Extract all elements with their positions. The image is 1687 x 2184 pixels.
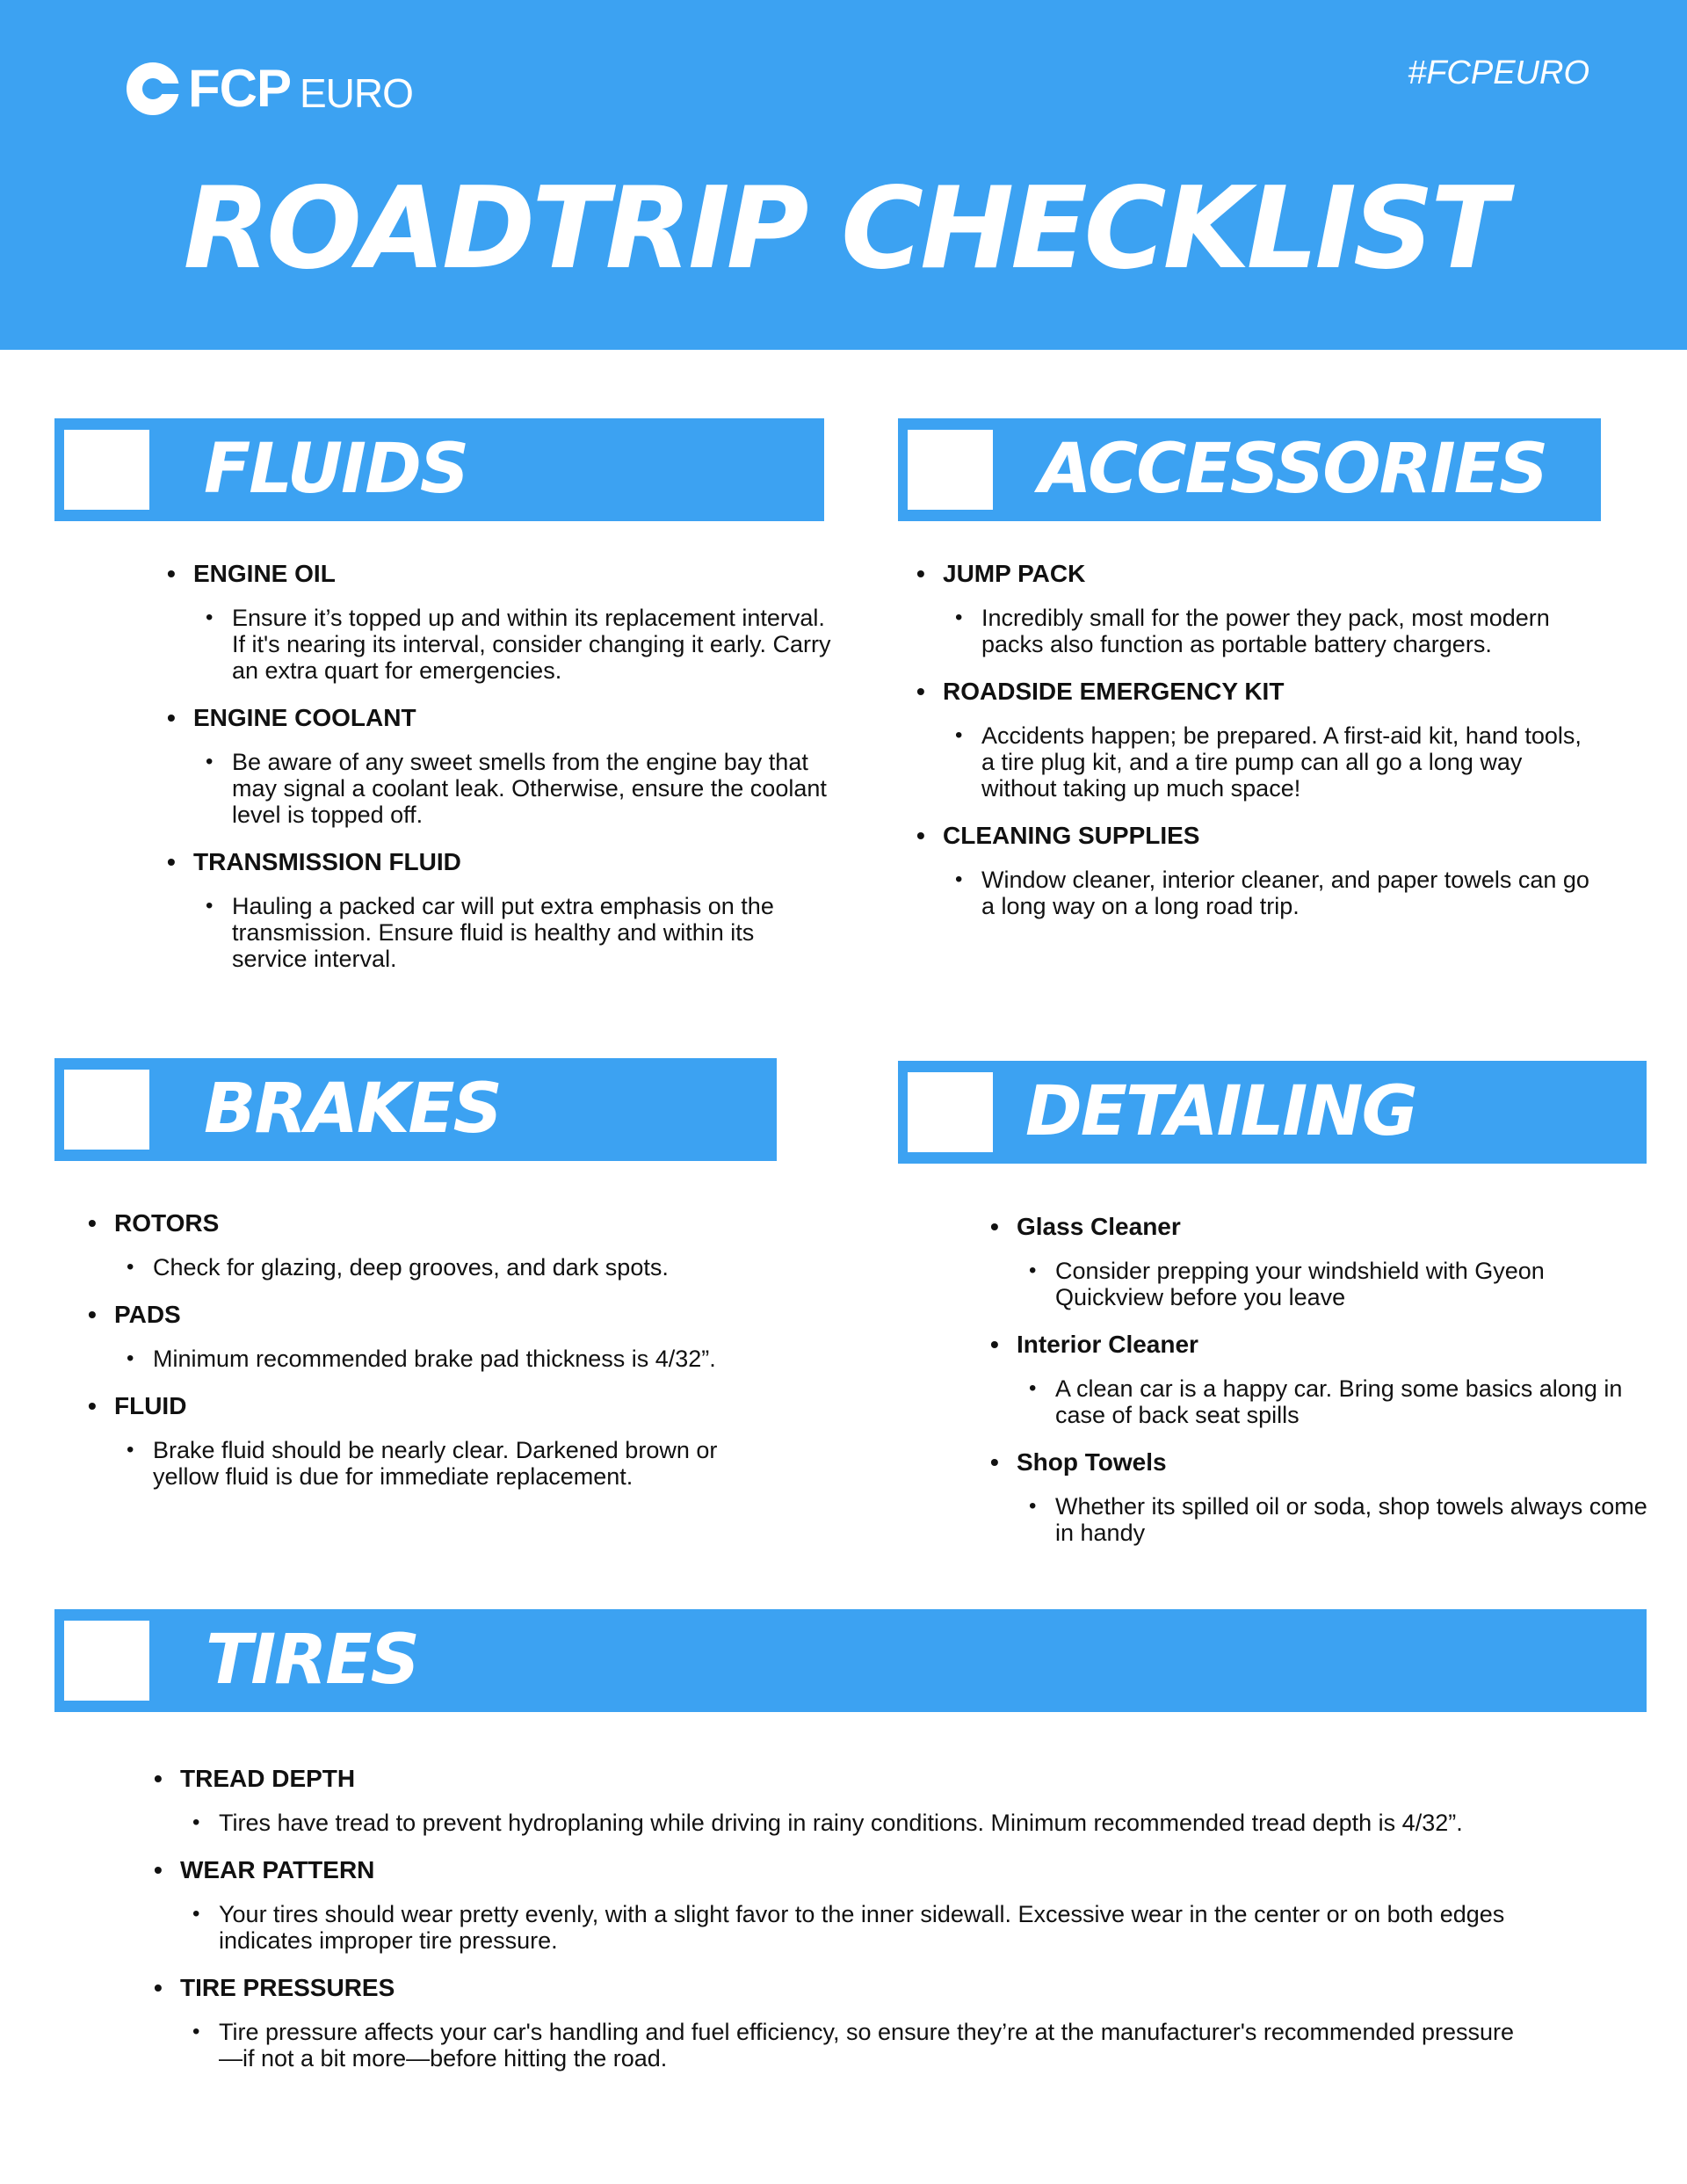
fcp-euro-logo <box>125 58 413 120</box>
list-item-heading: • ROTORS <box>88 1208 738 1238</box>
fluids-banner <box>54 418 824 521</box>
accessories-list <box>916 559 1593 939</box>
list-item-heading: • TIRE PRESSURES <box>154 1973 1524 2003</box>
brakes-banner <box>54 1058 777 1161</box>
detailing-banner <box>898 1061 1647 1164</box>
page-title: ROADTRIP CHECKLIST <box>183 163 1504 294</box>
detailing-list <box>990 1212 1658 1565</box>
hashtag-text: #FCPEURO <box>1408 54 1589 91</box>
list-item-detail: • Your tires should wear pretty evenly, with a slight favor to the inner sidewall. Excessive wear in the center or on both edges indicates improper tire pressure. <box>154 1901 1524 1954</box>
list-item-detail: • Check for glazing, deep grooves, and dark spots. <box>88 1254 738 1281</box>
brakes-checkbox[interactable] <box>64 1070 149 1150</box>
list-item-detail: • Whether its spilled oil or soda, shop towels always come in handy <box>990 1493 1658 1546</box>
list-item-detail: • Tires have tread to prevent hydroplaning while driving in rainy conditions. Minimum recommended tread depth is 4/32”. <box>154 1810 1524 1836</box>
fcp-logo-icon <box>125 61 181 117</box>
accessories-banner <box>898 418 1601 521</box>
detailing-title: DETAILING <box>1025 1072 1416 1151</box>
list-item-heading: • FLUID <box>88 1391 738 1421</box>
list-item-detail: • Hauling a packed car will put extra emphasis on the transmission. Ensure fluid is healthy and within its service interval. <box>167 893 835 972</box>
tires-banner <box>54 1609 1647 1712</box>
list-item-heading: • CLEANING SUPPLIES <box>916 821 1593 851</box>
list-item-detail: • Minimum recommended brake pad thickness is 4/32”. <box>88 1346 738 1372</box>
list-item-detail: • Incredibly small for the power they pack, most modern packs also function as portable battery chargers. <box>916 605 1593 657</box>
list-item-heading: • Shop Towels <box>990 1448 1658 1477</box>
header-banner <box>0 0 1687 350</box>
tires-title: TIRES <box>206 1621 418 1700</box>
accessories-title: ACCESSORIES <box>1039 430 1547 509</box>
list-item-heading: • Interior Cleaner <box>990 1330 1658 1360</box>
logo-sub-text: EURO <box>300 70 413 116</box>
list-item-heading: • ENGINE OIL <box>167 559 835 589</box>
brakes-list <box>88 1208 738 1509</box>
list-item-detail: • A clean car is a happy car. Bring some basics along in case of back seat spills <box>990 1375 1658 1428</box>
logo-brand-text: FCP <box>188 59 291 118</box>
list-item-detail: • Window cleaner, interior cleaner, and paper towels can go a long way on a long road trip. <box>916 867 1593 919</box>
list-item-heading: • JUMP PACK <box>916 559 1593 589</box>
list-item-detail: • Tire pressure affects your car's handling and fuel efficiency, so ensure they’re at the manufacturer's recommended pressure—if not a bit more—before hitting the road. <box>154 2019 1524 2072</box>
list-item-heading: • WEAR PATTERN <box>154 1855 1524 1885</box>
detailing-checkbox[interactable] <box>908 1072 993 1152</box>
tires-list <box>154 1764 1524 2091</box>
accessories-checkbox[interactable] <box>908 430 993 510</box>
list-item-heading: • TRANSMISSION FLUID <box>167 847 835 877</box>
fluids-checkbox[interactable] <box>64 430 149 510</box>
list-item-detail: • Accidents happen; be prepared. A first-aid kit, hand tools, a tire plug kit, and a tire pump can all go a long way without taking up much space! <box>916 722 1593 802</box>
list-item-heading: • Glass Cleaner <box>990 1212 1658 1242</box>
list-item-detail: • Consider prepping your windshield with Gyeon Quickview before you leave <box>990 1258 1658 1310</box>
list-item-detail: • Be aware of any sweet smells from the engine bay that may signal a coolant leak. Otherwise, ensure the coolant level is topped off. <box>167 749 835 828</box>
list-item-heading: • PADS <box>88 1300 738 1330</box>
list-item-heading: • TREAD DEPTH <box>154 1764 1524 1794</box>
fluids-title: FLUIDS <box>204 430 467 509</box>
brakes-title: BRAKES <box>204 1070 501 1149</box>
list-item-heading: • ROADSIDE EMERGENCY KIT <box>916 677 1593 707</box>
list-item-detail: • Brake fluid should be nearly clear. Darkened brown or yellow fluid is due for immediate replacement. <box>88 1437 738 1490</box>
list-item-heading: • ENGINE COOLANT <box>167 703 835 733</box>
list-item-detail: • Ensure it’s topped up and within its replacement interval. If it's nearing its interval, consider changing it early. Carry an extra quart for emergencies. <box>167 605 835 684</box>
tires-checkbox[interactable] <box>64 1621 149 1701</box>
fluids-list <box>167 559 835 991</box>
